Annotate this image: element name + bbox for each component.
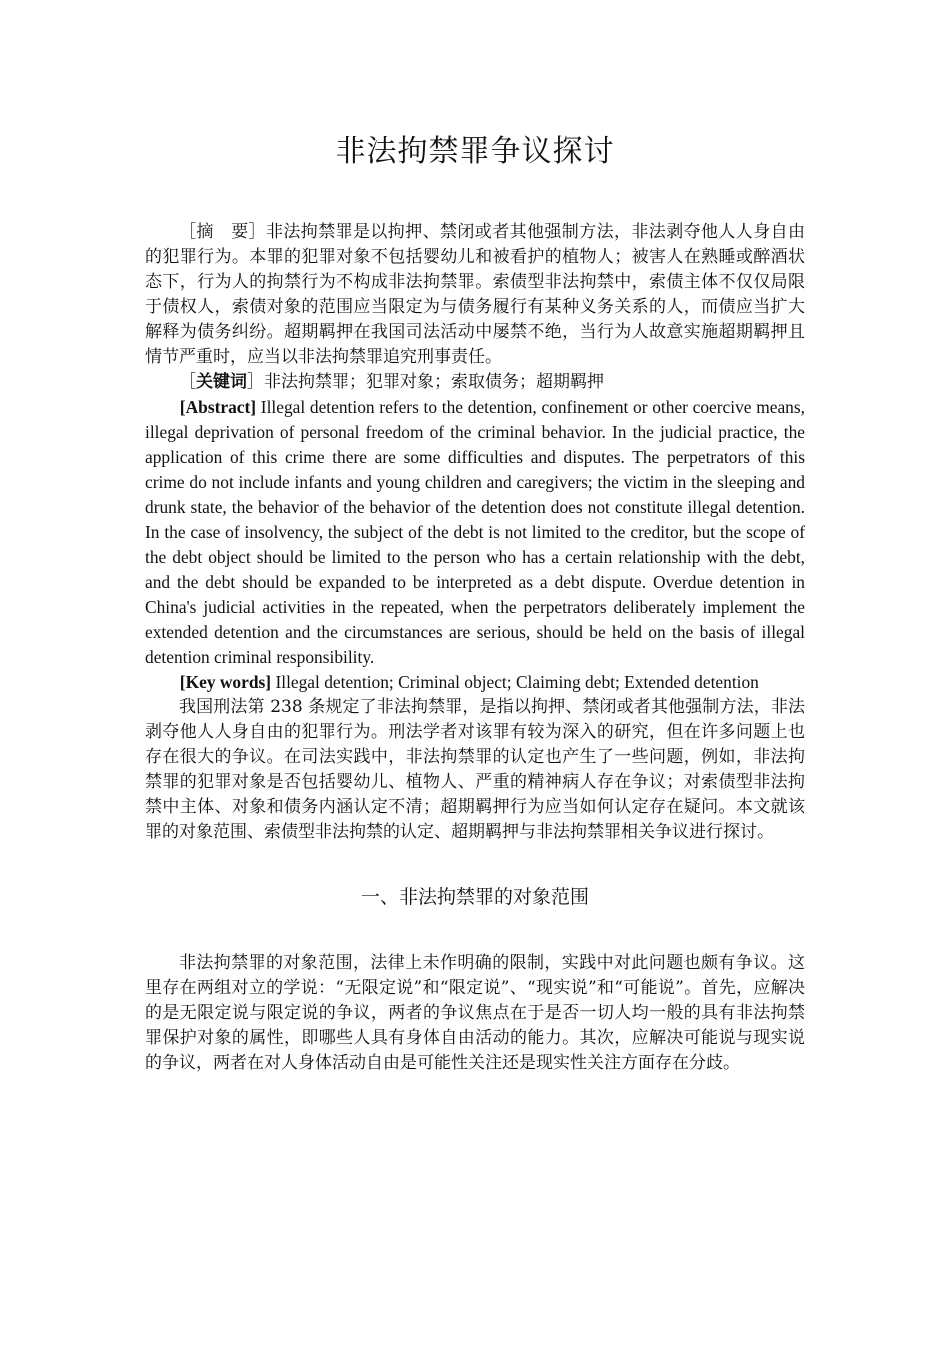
keywords-cn-text: 非法拘禁罪；犯罪对象；索取债务；超期羁押 [264, 372, 604, 392]
section-paragraph: 非法拘禁罪的对象范围，法律上未作明确的限制，实践中对此问题也颇有争议。这里存在两组对立的学说：“无限定说”和“限定说”、“现实说”和“可能说”。首先，应解决的是无限定说与限定说的争议，两者的争议焦点在于是否一切人均一般的具有非法拘禁罪保护对象的属性，即哪些人具有身体自由活动的能力。其次，应解决可能说与现实说的争议，两者在对人身体活动自由是可能性关注还是现实性关注方面存在分歧。 [145, 953, 805, 1073]
abstract-cn-text: 非法拘禁罪是以拘押、禁闭或者其他强制方法，非法剥夺他人人身自由的犯罪行为。本罪的犯罪对象不包括婴幼儿和被看护的植物人；被害人在熟睡或醉酒状态下，行为人的拘禁行为不构成非法拘禁罪。索债型非法拘禁中，索债主体不仅仅局限于债权人，索债对象的范围应当限定为与债务履行有某种义务关系的人，而债应当扩大解释为债务纠纷。超期羁押在我国司法活动中屡禁不绝，当行为人故意实施超期羁押且情节严重时，应当以非法拘禁罪追究刑事责任。 [145, 222, 805, 367]
abstract-cn-label: ［摘 要］ [179, 222, 266, 242]
abstract-en-label: [Abstract] [179, 397, 257, 417]
keywords-en-label: [Key words] [179, 672, 272, 692]
keywords-cn [145, 370, 805, 395]
section-heading: 一、非法拘禁罪的对象范围 [360, 886, 589, 908]
keywords-cn-label-open: ［ [179, 372, 196, 392]
abstract-section [145, 220, 805, 845]
intro-paragraph: 我国刑法第 238 条规定了非法拘禁罪，是指以拘押、禁闭或者其他强制方法，非法剥夺他人人身自由的犯罪行为。刑法学者对该罪有较为深入的研究，但在许多问题上也存在很大的争议。在司法实践中，非法拘禁罪的认定也产生了一些问题，例如，非法拘禁罪的犯罪对象是否包括婴幼儿、植物人、严重的精神病人存在争议；对索债型非法拘禁中主体、对象和债务内涵认定不清；超期羁押行为应当如何认定存在疑问。本文就该罪的对象范围、索债型非法拘禁的认定、超期羁押与非法拘禁罪相关争议进行探讨。 [145, 697, 805, 842]
keywords-en-text: Illegal detention; Criminal object; Claiming debt; Extended detention [271, 672, 759, 692]
keywords-en [145, 670, 805, 695]
abstract-cn [145, 220, 805, 370]
document-page [145, 0, 805, 1076]
keywords-cn-label: 关键词 [196, 372, 247, 392]
abstract-en-text: Illegal detention refers to the detention, confinement or other coercive means, illegal deprivation of personal freedom of the criminal behavior. In the judicial practice, the application of this crime there are some difficulties and disputes. The perpetrators of this crime do not include infants and young children and caregivers; the victim in the sleeping and drunk state, the behavior of the behavior of the detention does not constitute illegal detention. In the case of insolvency, the subject of the debt is not limited to the creditor, but the scope of the debt object should be limited to the person who has a certain relationship with the debt, and the debt should be expanded to be interpreted as a debt dispute. Overdue detention in China's judicial activities in the repeated, when the perpetrators deliberately implement the extended detention and the circumstances are serious, should be held on the basis of illegal detention criminal responsibility. [145, 397, 805, 667]
document-title: 非法拘禁罪争议探讨 [335, 134, 615, 169]
keywords-cn-label-close: ］ [247, 372, 264, 392]
abstract-en [145, 395, 805, 670]
